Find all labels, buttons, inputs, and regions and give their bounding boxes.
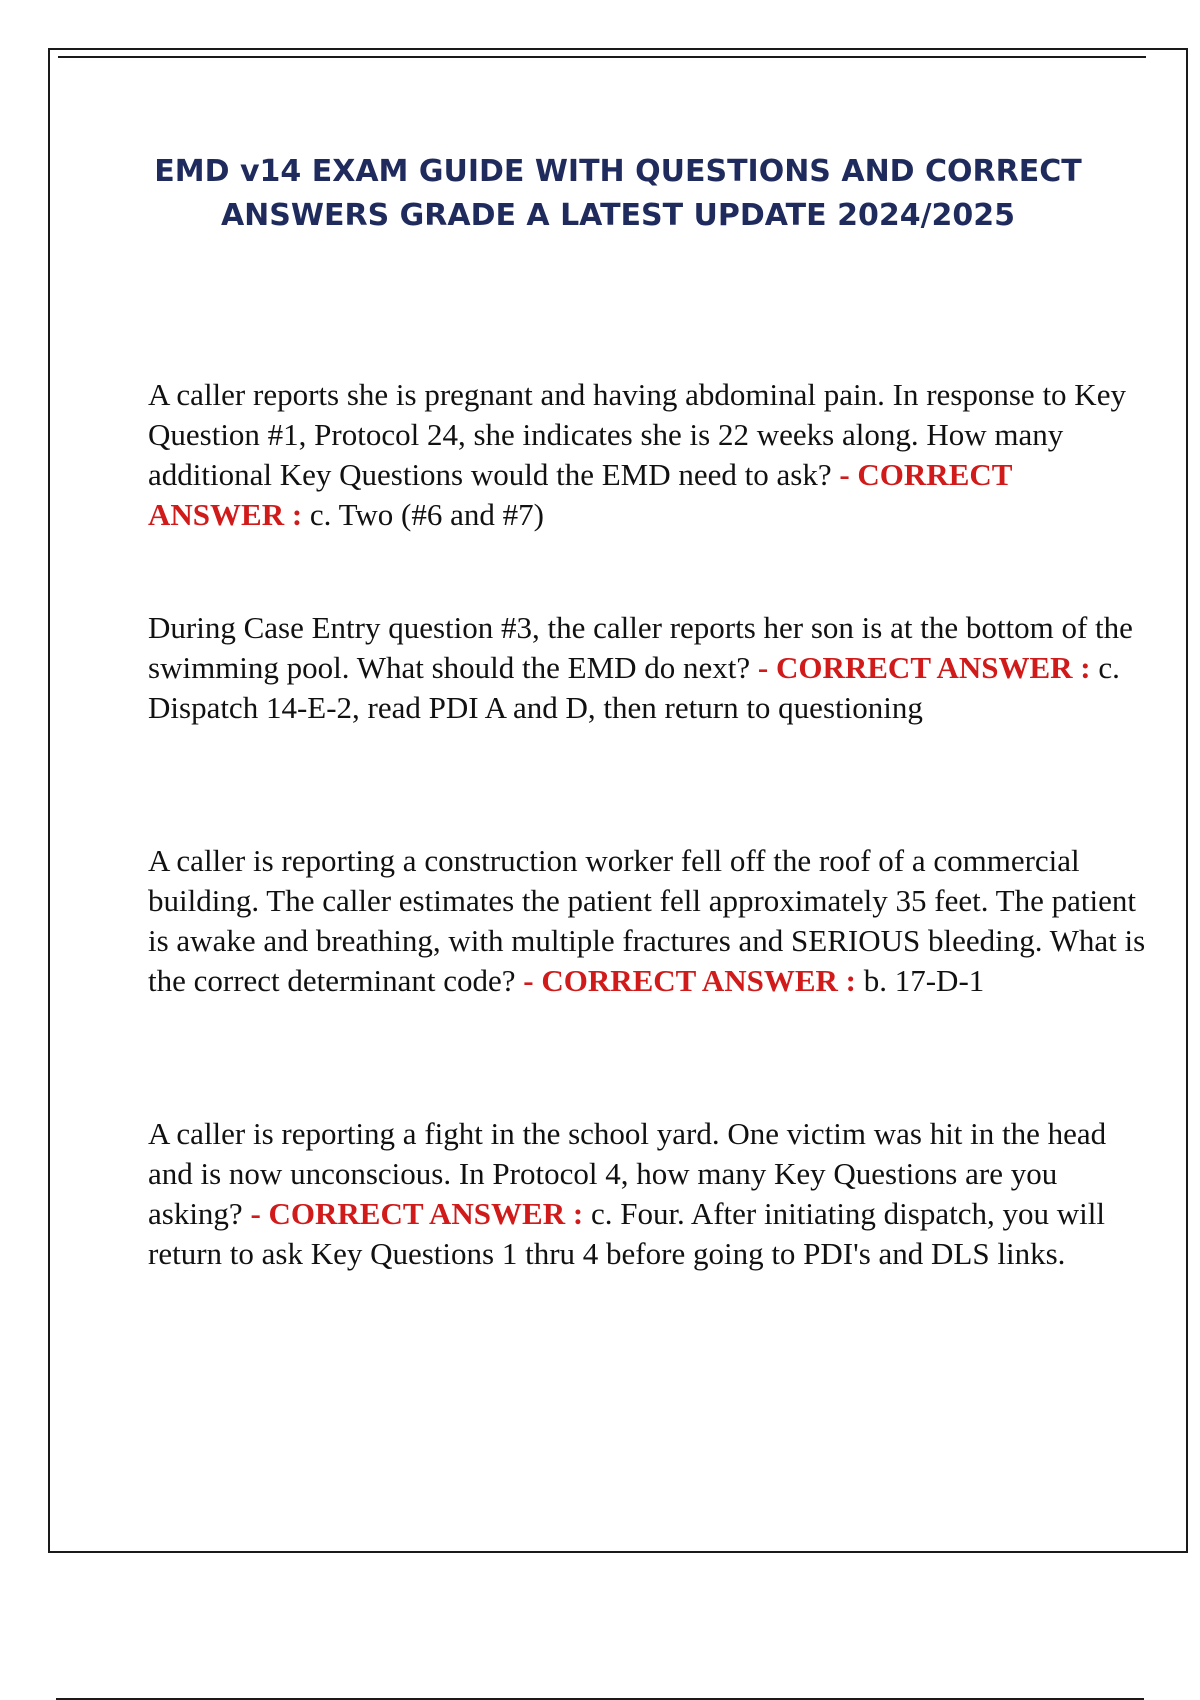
answer-text: c. Two (#6 and #7)	[309, 497, 544, 532]
answer-text: c. Dispatch 14-E-2, read PDI A and D, then return to questioning	[148, 650, 1120, 725]
qa-item-3	[148, 841, 1148, 1001]
qa-item-1	[148, 375, 1148, 535]
answer-text: b. 17-D-1	[863, 963, 985, 998]
title-line-2: ANSWERS GRADE A LATEST UPDATE 2024/2025	[220, 198, 1016, 233]
correct-answer-label: - CORRECT ANSWER :	[250, 1196, 584, 1231]
correct-answer-label: - CORRECT ANSWER :	[757, 650, 1091, 685]
question-text: A caller is reporting a fight in the school yard. One victim was hit in the head and is now unconscious. In Protocol 4, how many Key Questions are you asking?	[148, 1116, 1107, 1231]
question-text: A caller reports she is pregnant and having abdominal pain. In response to Key Question #1, Protocol 24, she indicates she is 22 weeks along. How many additional Key Questions would the EMD need to ask?	[148, 377, 1126, 492]
answer-text: c. Four. After initiating dispatch, you will return to ask Key Questions 1 thru 4 before going to PDI's and DLS links.	[148, 1196, 1105, 1271]
document-title	[90, 150, 1146, 238]
qa-item-4	[148, 1114, 1148, 1274]
question-text: During Case Entry question #3, the caller reports her son is at the bottom of the swimming pool. What should the EMD do next?	[148, 610, 1133, 685]
qa-item-2	[148, 608, 1148, 728]
question-text: A caller is reporting a construction worker fell off the roof of a commercial building. The caller estimates the patient fell approximately 35 feet. The patient is awake and breathing, with multiple fractures and SERIOUS bleeding. What is the correct determinant code?	[148, 843, 1146, 998]
page-frame	[48, 48, 1188, 1553]
title-line-1: EMD v14 EXAM GUIDE WITH QUESTIONS AND CORRECT	[154, 154, 1082, 189]
correct-answer-label: - CORRECT ANSWER :	[148, 457, 1012, 532]
correct-answer-label: - CORRECT ANSWER :	[523, 963, 856, 998]
top-rule	[58, 56, 1146, 58]
